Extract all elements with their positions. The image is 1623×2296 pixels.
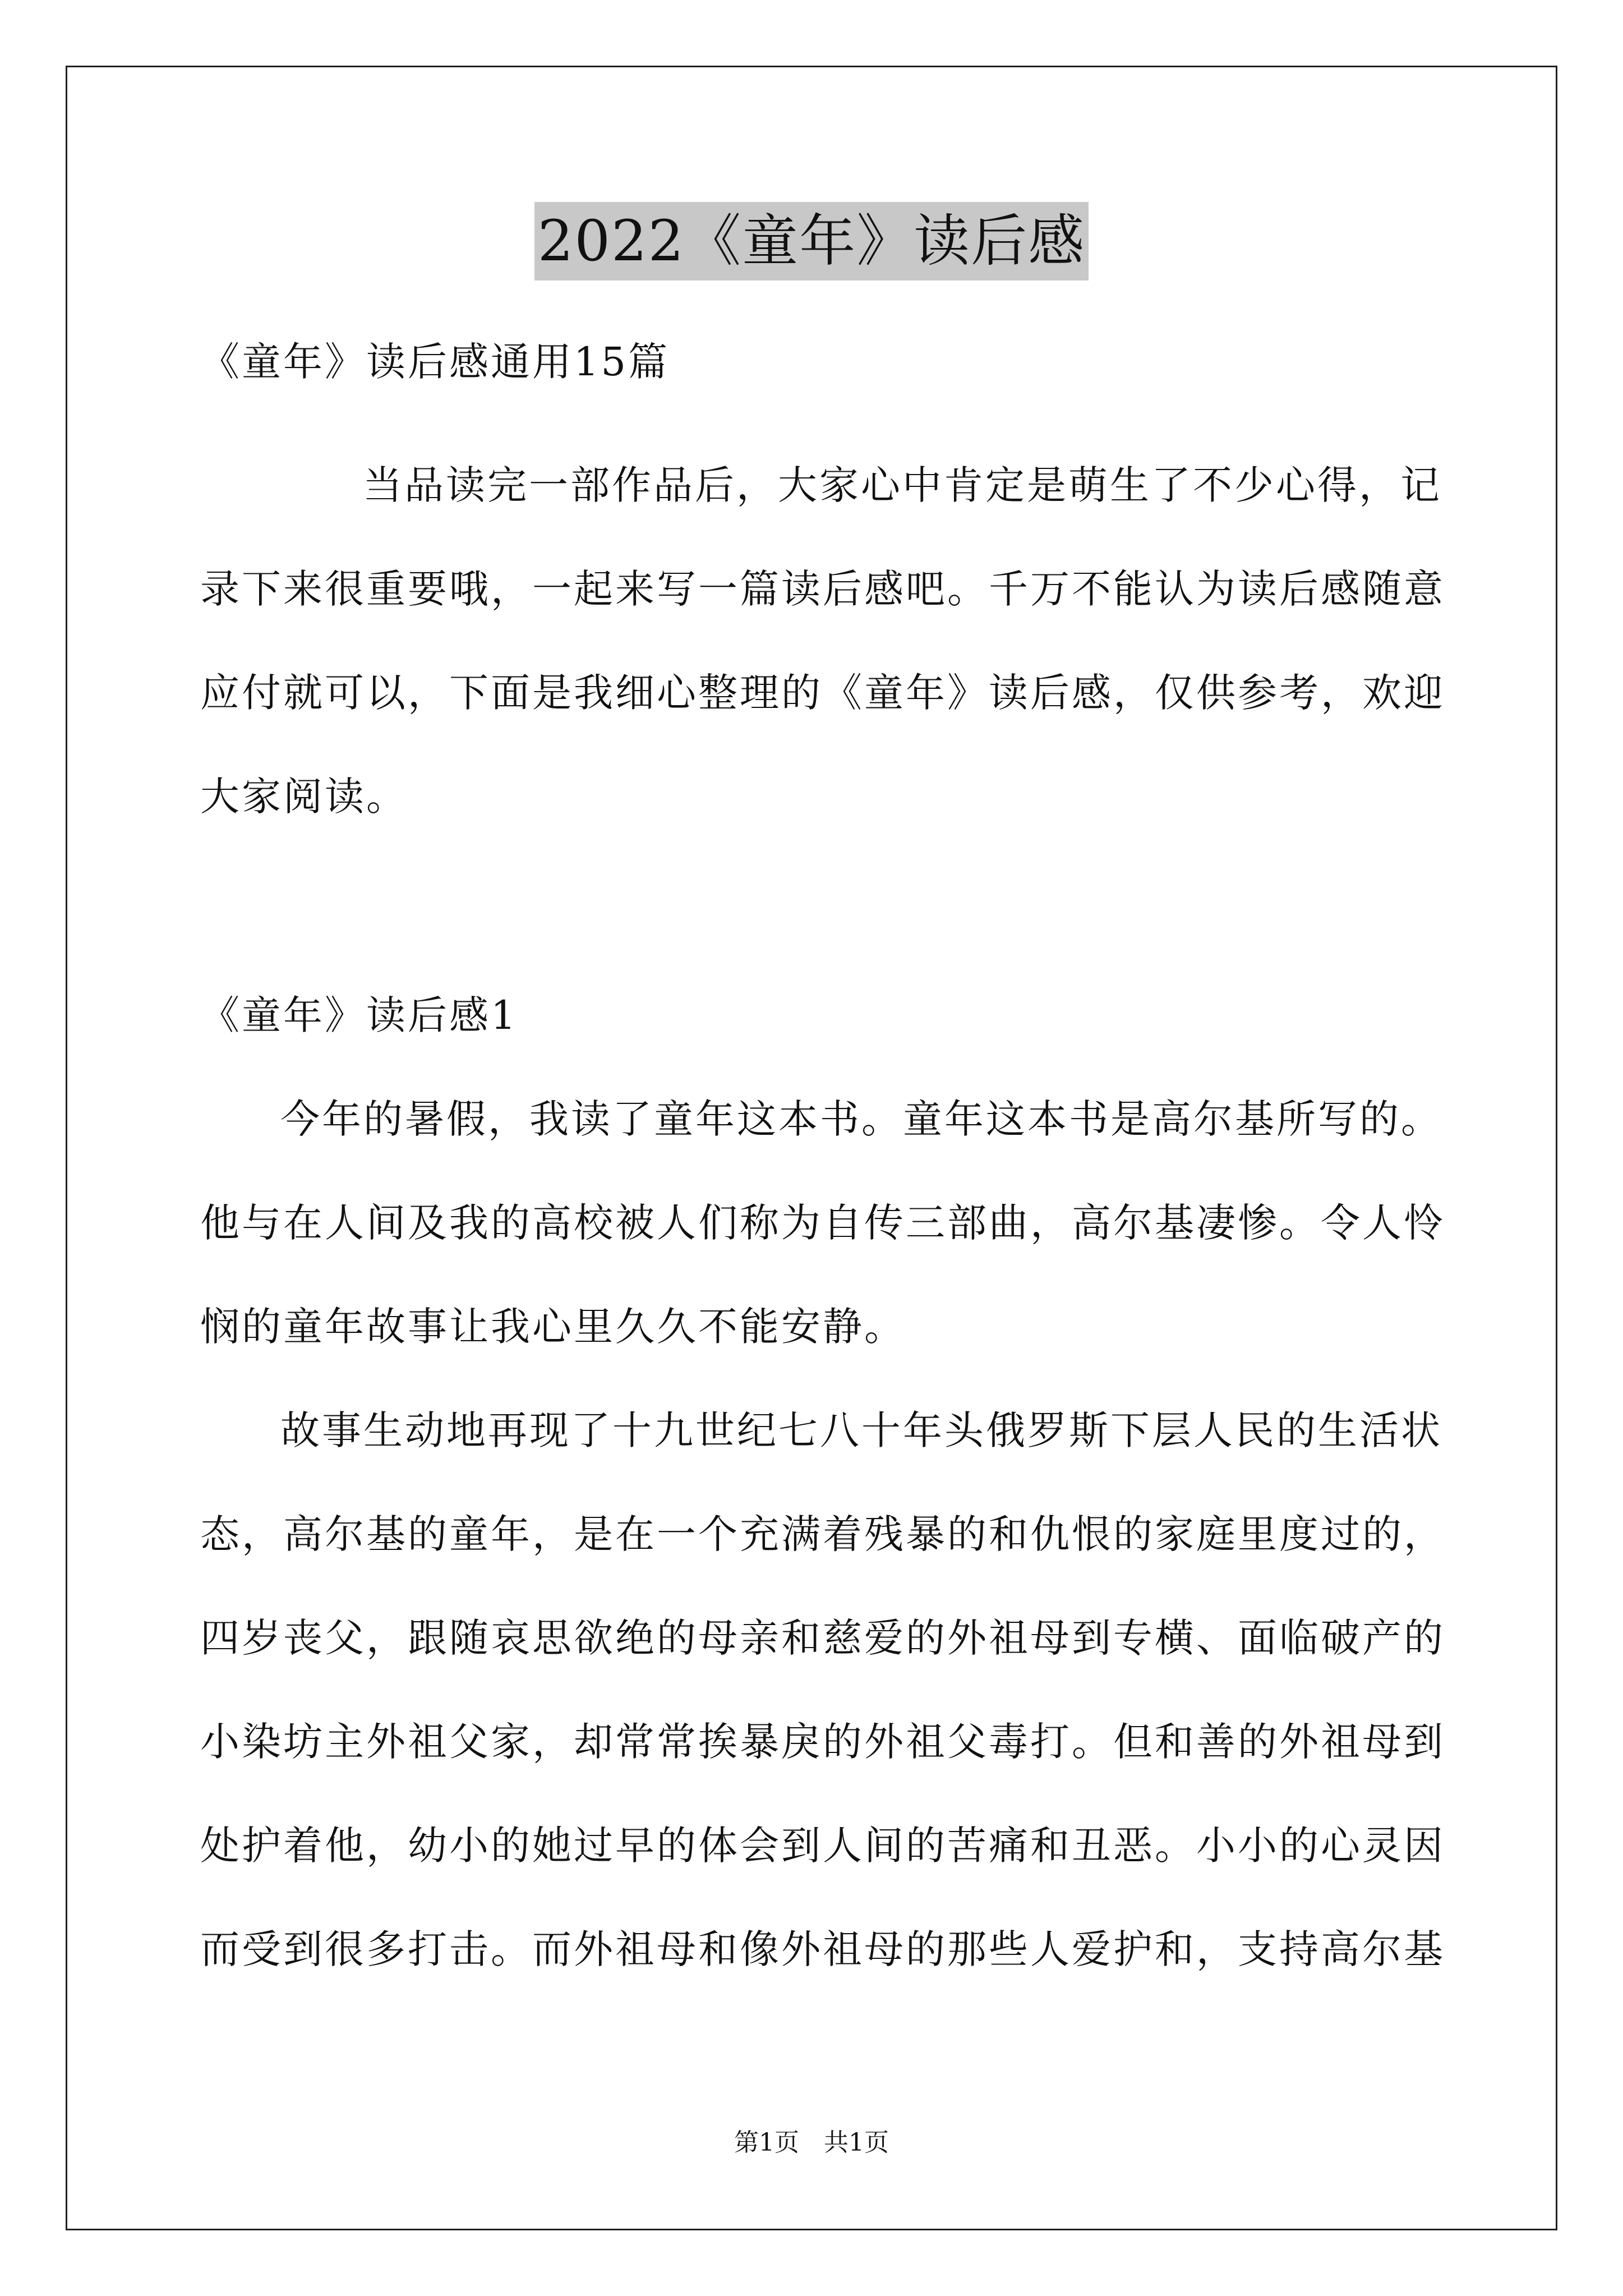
section1-para2-line-2: 态，高尔基的童年，是在一个充满着残暴的和仇恨的家庭里度过的， xyxy=(200,1511,1445,1557)
intro-line-2: 录下来很重要哦，一起来写一篇读后感吧。千万不能认为读后感随意 xyxy=(200,566,1445,612)
intro-line-3: 应付就可以，下面是我细心整理的《童年》读后感，仅供参考，欢迎 xyxy=(200,670,1445,716)
page-border xyxy=(66,66,1557,2230)
section1-para2-line-3: 四岁丧父，跟随哀思欲绝的母亲和慈爱的外祖母到专横、面临破产的 xyxy=(200,1615,1445,1661)
page-footer: 第1页 共1页 xyxy=(734,2128,889,2157)
section1-para2-line-6: 而受到很多打击。而外祖母和像外祖母的那些人爱护和，支持高尔基 xyxy=(200,1926,1445,1972)
section1-para1-line-2: 他与在人间及我的高校被人们称为自传三部曲，高尔基凄惨。令人怜 xyxy=(200,1200,1445,1246)
section1-heading: 《童年》读后感1 xyxy=(200,992,518,1038)
intro-line-1: 当品读完一部作品后，大家心中肯定是萌生了不少心得，记 xyxy=(363,462,1442,508)
document-title: 2022《童年》读后感 xyxy=(534,202,1089,280)
section1-para1-line-3: 悯的童年故事让我心里久久不能安静。 xyxy=(200,1304,906,1350)
title-wrap xyxy=(0,202,1623,280)
section1-para2-line-5: 处护着他，幼小的她过早的体会到人间的苦痛和丑恶。小小的心灵因 xyxy=(200,1823,1445,1869)
section1-para2-line-4: 小染坊主外祖父家，却常常挨暴戾的外祖父毒打。但和善的外祖母到 xyxy=(200,1719,1445,1765)
document-subtitle: 《童年》读后感通用15篇 xyxy=(200,339,670,385)
intro-line-4: 大家阅读。 xyxy=(200,774,408,820)
section1-para1-line-1: 今年的暑假，我读了童年这本书。童年这本书是高尔基所写的。 xyxy=(280,1096,1442,1142)
section1-para2-line-1: 故事生动地再现了十九世纪七八十年头俄罗斯下层人民的生活状 xyxy=(280,1407,1442,1453)
